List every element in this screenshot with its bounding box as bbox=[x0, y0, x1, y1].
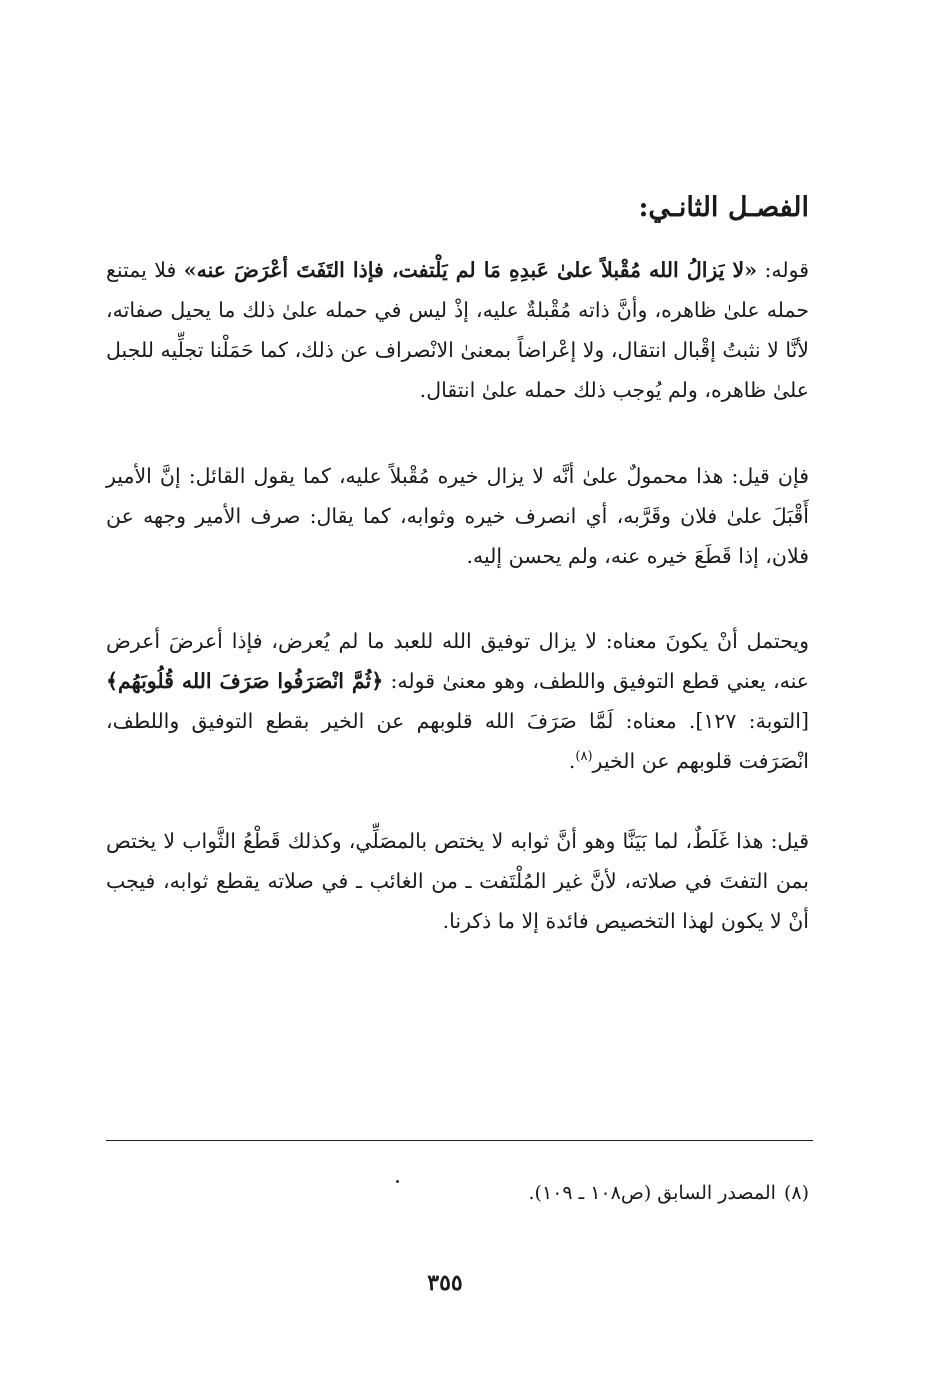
footnote-reference[interactable]: (٨) bbox=[575, 749, 593, 765]
footnote-number: (٨) bbox=[783, 1182, 809, 1204]
paragraph-3-part-2: [التوبة: ١٢٧]. معناه: لَمَّا صَرَفَ الله قلوبهم عن الخير بقطع التوفيق واللطف، انْصَرَفت قلوبهم عن الخير bbox=[106, 709, 809, 773]
paragraph-2: فإن قيل: هذا محمولٌ علىٰ أنَّه لا يزال خيره مُقْبلاً عليه، كما يقول القائل: إنَّ الأمير أَقْبَلَ علىٰ فلان وقَرَّبه، أي انصرف خيره وثوابه، كما يقال: صرف الأمير وجهه عن فلان، إذا قَطَعَ خيره عنه، ولم يحسن إليه. bbox=[106, 464, 809, 568]
paragraph-3-part-1: ويحتمل أنْ يكونَ معناه: لا يزال توفيق الله للعبد ما لم يُعرض، فإذا أعرضَ أعرض عنه، يعني قطع التوفيق واللطف، وهو معنىٰ قوله: bbox=[106, 629, 809, 693]
paragraph-1-lead: قوله: bbox=[757, 258, 810, 282]
paragraph-1-body: فلا يمتنع حمله علىٰ ظاهره، وأنَّ ذاته مُقْبلةٌ عليه، إذْ ليس في حمله علىٰ ذلك ما يحيل صفاته، لأنَّا لا نثبتُ إقْبال انتقال، ولا إعْراضاً بمعنىٰ الانْصراف عن ذلك، كما حَمَلْنا تجلِّيه للجبل علىٰ ظاهره، ولم يُوجب ذلك حمله علىٰ انتقال. bbox=[106, 258, 809, 402]
footnote-text: المصدر السابق (ص١٠٨ ـ ١٠٩). bbox=[528, 1182, 776, 1204]
paragraph-1 bbox=[106, 250, 809, 410]
page-number: ٣٥٥ bbox=[427, 1270, 463, 1296]
paragraph-3 bbox=[106, 621, 809, 781]
stray-dot bbox=[396, 1180, 399, 1183]
paragraph-3-end: . bbox=[568, 749, 576, 773]
hadith-quote: «لا يَزالُ الله مُقْبلاً علىٰ عَبدِهِ مَا لم يَلْتفت، فإذا التَفَتَ أعْرَضَ عنه» bbox=[183, 258, 758, 282]
quran-quote: ﴿ثُمَّ انْصَرَفُوا صَرَفَ الله قُلُوبَهُم﴾ bbox=[106, 669, 384, 693]
footnote bbox=[528, 1182, 809, 1204]
paragraph-4: قيل: هذا غَلَطٌ، لما بَيَنَّا وهو أنَّ ثوابه لا يختص بالمصَلِّي، وكذلك قَطْعُ الثَّواب لا يختص بمن التفتَ في صلاته، لأنَّ غير المُلْتَفت ـ من الغائب ـ في صلاته يقطع ثوابه، فيجب أنْ لا يكون لهذا التخصيص فائدة إلا ما ذكرنا. bbox=[106, 829, 809, 933]
section-heading: الفصـل الثانـي: bbox=[638, 192, 809, 223]
footnote-separator bbox=[106, 1140, 813, 1141]
